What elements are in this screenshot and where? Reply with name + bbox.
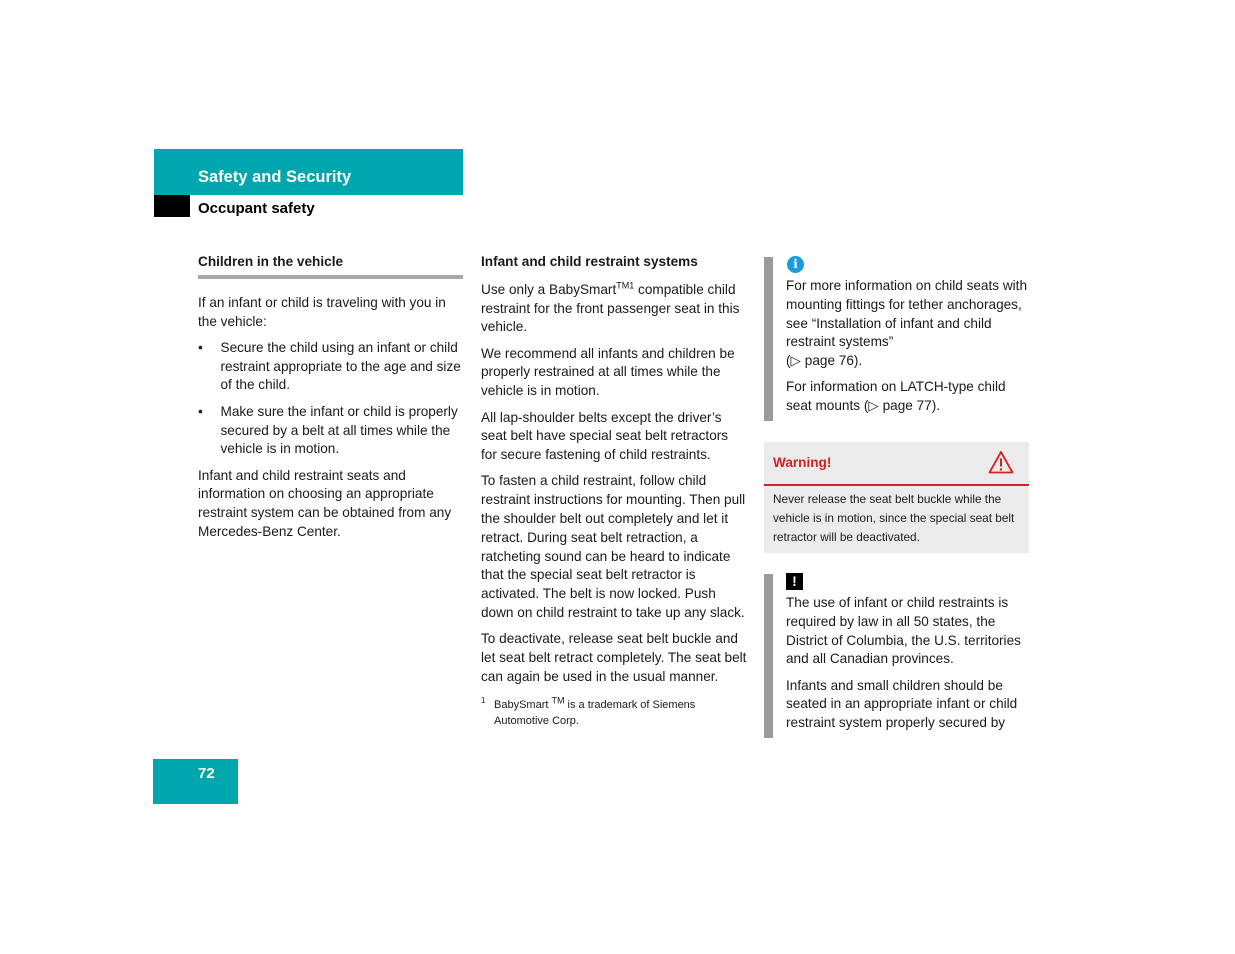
warning-triangle-icon — [988, 450, 1014, 479]
paragraph: To fasten a child restraint, follow child restraint instructions for mounting. Then pull the shoulder belt out completely and let it retract. During seat belt retraction, a ratcheting sound can be heard to indicate that the special seat belt retractor is activated. The belt is now locked. Push down on child restraint to take up any slack. — [481, 473, 746, 621]
warning-text: Never release the seat belt buckle while the vehicle is in motion, since the special seat belt retractor will be deactivated. — [773, 492, 1015, 544]
subsection-title: Occupant safety — [198, 200, 315, 217]
section-title: Safety and Security — [198, 168, 352, 186]
footnote-text: is a trademark of Siemens Automotive Corp. — [494, 698, 696, 727]
list-item — [198, 403, 463, 459]
warning-title: Warning! — [773, 455, 832, 470]
footnote — [481, 697, 747, 729]
info-paragraph: For information on LATCH-type child seat mounts (▷ page 77). — [786, 379, 1006, 414]
column-heading: Infant and child restraint systems — [481, 254, 698, 269]
column-restraint-systems — [481, 253, 747, 729]
heading-rule — [198, 275, 463, 279]
footnote-number: 1 — [481, 695, 486, 705]
paragraph-text: Use only a BabySmart — [481, 281, 617, 297]
page-number: 72 — [198, 765, 215, 782]
paragraph: All lap-shoulder belts except the driver’s seat belt have special seat belt retractors for secure fastening of child restraints. — [481, 409, 729, 463]
info-note-bar — [764, 257, 773, 421]
bullet-icon: • — [198, 403, 203, 419]
info-icon: i — [787, 256, 804, 273]
closing-paragraph: Infant and child restraint seats and information on choosing an appropriate restraint system can be obtained from any Mercedes-Benz Center. — [198, 467, 452, 540]
column-children-in-vehicle — [198, 253, 463, 549]
column-heading: Children in the vehicle — [198, 254, 344, 269]
list-item — [198, 339, 463, 395]
intro-paragraph: If an infant or child is traveling with you in the vehicle: — [198, 294, 446, 329]
notice-bar — [764, 574, 773, 738]
page-reference: (▷ page 76). — [786, 353, 863, 369]
page-number-box — [153, 759, 238, 804]
paragraph: To deactivate, release seat belt buckle and let seat belt retract completely. The seat belt can again be used in the usual manner. — [481, 631, 747, 684]
warning-divider — [764, 484, 1029, 486]
paragraph-text: compatible child restraint for the front passenger seat in this vehicle. — [481, 281, 740, 335]
notice-note — [786, 594, 1031, 741]
bullet-icon: • — [198, 339, 203, 355]
info-paragraph — [786, 277, 1031, 371]
notice-paragraph: The use of infant or child restraints is required by law in all 50 states, the District of Columbia, the U.S. territories and all Canadian provinces. — [786, 595, 1021, 667]
info-text: For more information on child seats with mounting fittings for tether anchorages, see “Installation of infant and child restraint systems” — [786, 278, 1028, 350]
subsection-marker — [154, 195, 190, 217]
bullet-text: Make sure the infant or child is properly secured by a belt at all times while the vehicle is in motion. — [220, 403, 458, 457]
footnote-text: BabySmart — [494, 698, 552, 711]
notice-paragraph: Infants and small children should be seated in an appropriate infant or child restraint system properly secured by — [786, 677, 1018, 731]
bullet-list — [198, 339, 463, 459]
info-note — [786, 277, 1031, 424]
bullet-text: Secure the child using an infant or child restraint appropriate to the age and size of the child. — [220, 339, 461, 393]
paragraph — [481, 281, 747, 337]
footnote-ref: TM1 — [616, 280, 635, 291]
footnote-sup: TM — [551, 695, 565, 706]
exclamation-icon: ! — [786, 573, 803, 590]
paragraph: We recommend all infants and children be properly restrained at all times while the vehicle is in motion. — [481, 345, 735, 399]
